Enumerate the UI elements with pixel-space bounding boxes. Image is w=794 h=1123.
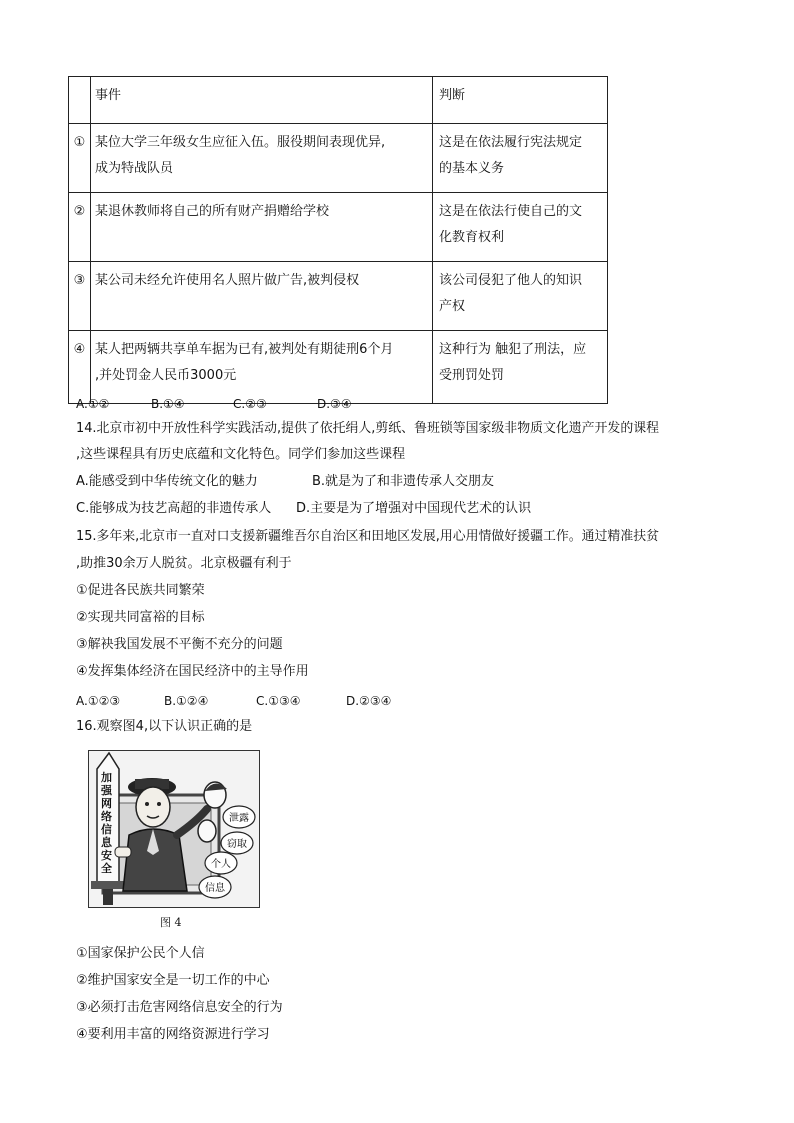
q15-option-b: B.①②④ xyxy=(164,694,209,708)
q13-option-d: D.③④ xyxy=(317,397,352,411)
q14-option-d: D.主要是为了增强对中国现代艺术的认识 xyxy=(296,501,532,516)
table-row xyxy=(69,124,608,193)
judgment-line: 这种行为 触犯了刑法，应 xyxy=(439,342,587,357)
row-number: ① xyxy=(69,124,91,193)
q16-item: ①国家保护公民个人信 xyxy=(76,946,205,961)
sword-guard xyxy=(91,881,127,889)
header-blank-cell xyxy=(69,77,91,124)
judgment-cell xyxy=(433,193,608,262)
q16-stem: 16.观察图4,以下认识正确的是 xyxy=(76,719,253,734)
header-event: 事件 xyxy=(91,77,433,124)
table-row xyxy=(69,331,608,404)
q13-option-c: C.②③ xyxy=(233,397,267,411)
event-cell xyxy=(91,193,433,262)
q16-item: ②维护国家安全是一切工作的中心 xyxy=(76,973,270,988)
judgment-line: 受刑罚处罚 xyxy=(439,368,505,383)
police-eye xyxy=(145,802,149,806)
q15-item: ②实现共同富裕的目标 xyxy=(76,610,205,625)
table-header-row xyxy=(69,77,608,124)
judgment-table xyxy=(68,76,608,404)
q15-item: ③解袂我国发展不平衡不充分的问题 xyxy=(76,637,283,652)
judgment-line: 产权 xyxy=(439,299,466,314)
q14-stem-line2: ,这些课程具有历史底蕴和文化特色。同学们参加这些课程 xyxy=(76,447,406,462)
q14-stem-line1: 14.北京市初中开放性科学实践活动,提供了依托绢人,剪纸、鲁班锁等国家级非物质文化遗产开发的课程 xyxy=(76,421,659,436)
header-judgment: 判断 xyxy=(433,77,608,124)
event-cell xyxy=(91,124,433,193)
judgment-cell xyxy=(433,262,608,331)
q14-option-c: C.能够成为技艺高超的非遗传承人 xyxy=(76,501,272,516)
q14-options-row1 xyxy=(76,473,494,491)
q14-option-b: B.就是为了和非遗传承人交朋友 xyxy=(312,474,495,489)
sword-label: 加强网络信息安全 xyxy=(101,771,112,875)
event-line: ,并处罚金人民币3000元 xyxy=(95,368,237,383)
row-number: ③ xyxy=(69,262,91,331)
q13-option-a: A.①② xyxy=(76,397,110,411)
event-line: 某位大学三年级女生应征入伍。服役期间表现优异, xyxy=(95,135,386,150)
q13-option-b: B.①④ xyxy=(151,397,185,411)
event-cell xyxy=(91,331,433,404)
event-line: 某退休教师将自己的所有财产捐赠给学校 xyxy=(95,204,330,219)
event-line: 某公司未经允许使用名人照片做广告,被判侵权 xyxy=(95,273,360,288)
event-line: 成为特战队员 xyxy=(95,161,174,176)
bubble-leak-text: 泄露 xyxy=(229,813,249,824)
q15-stem-line2: ,助推30余万人脱贫。北京极疆有利于 xyxy=(76,556,292,571)
event-cell xyxy=(91,262,433,331)
thief-head xyxy=(198,820,216,842)
judgment-line: 这是在依法行使自己的文 xyxy=(439,204,583,219)
bubble-personal-text: 个人 xyxy=(211,859,231,870)
judgment-line: 这是在依法履行宪法规定 xyxy=(439,135,583,150)
police-face xyxy=(136,787,170,827)
event-line: 某人把两辆共享单车据为已有,被判处有期徒刑6个月 xyxy=(95,342,394,357)
bubble-steal-text: 窃取 xyxy=(227,839,247,850)
judgment-cell xyxy=(433,331,608,404)
q13-options xyxy=(76,395,352,413)
sword-hilt xyxy=(103,889,113,905)
q14-options-row2 xyxy=(76,500,531,518)
judgment-line: 的基本义务 xyxy=(439,161,505,176)
police-eye xyxy=(157,802,161,806)
table-row xyxy=(69,193,608,262)
judgment-line: 该公司侵犯了他人的知识 xyxy=(439,273,583,288)
judgment-cell xyxy=(433,124,608,193)
police-hand xyxy=(115,847,131,857)
q14-option-a: A.能感受到中华传统文化的魅力 xyxy=(76,474,258,489)
q15-item: ①促进各民族共同繁荣 xyxy=(76,583,205,598)
bubble-info-text: 信息 xyxy=(205,883,225,894)
q15-option-d: D.②③④ xyxy=(346,694,392,708)
q15-item: ④发挥集体经济在国民经济中的主导作用 xyxy=(76,664,309,679)
row-number: ④ xyxy=(69,331,91,404)
q15-option-c: C.①③④ xyxy=(256,694,301,708)
row-number: ② xyxy=(69,193,91,262)
figure-4-cartoon xyxy=(88,750,260,908)
q15-stem-line1: 15.多年来,北京市一直对口支援新疆维吾尔自治区和田地区发展,用心用情做好援疆工作。通过精准扶贫 xyxy=(76,529,659,544)
table-row xyxy=(69,262,608,331)
figure-caption: 图 4 xyxy=(160,916,182,929)
q16-item: ③必须打击危害网络信息安全的行为 xyxy=(76,1000,283,1015)
q16-item: ④要利用丰富的网络资源进行学习 xyxy=(76,1027,270,1042)
q15-option-a: A.①②③ xyxy=(76,694,121,708)
q15-options xyxy=(76,692,391,710)
judgment-line: 化教育权利 xyxy=(439,230,505,245)
